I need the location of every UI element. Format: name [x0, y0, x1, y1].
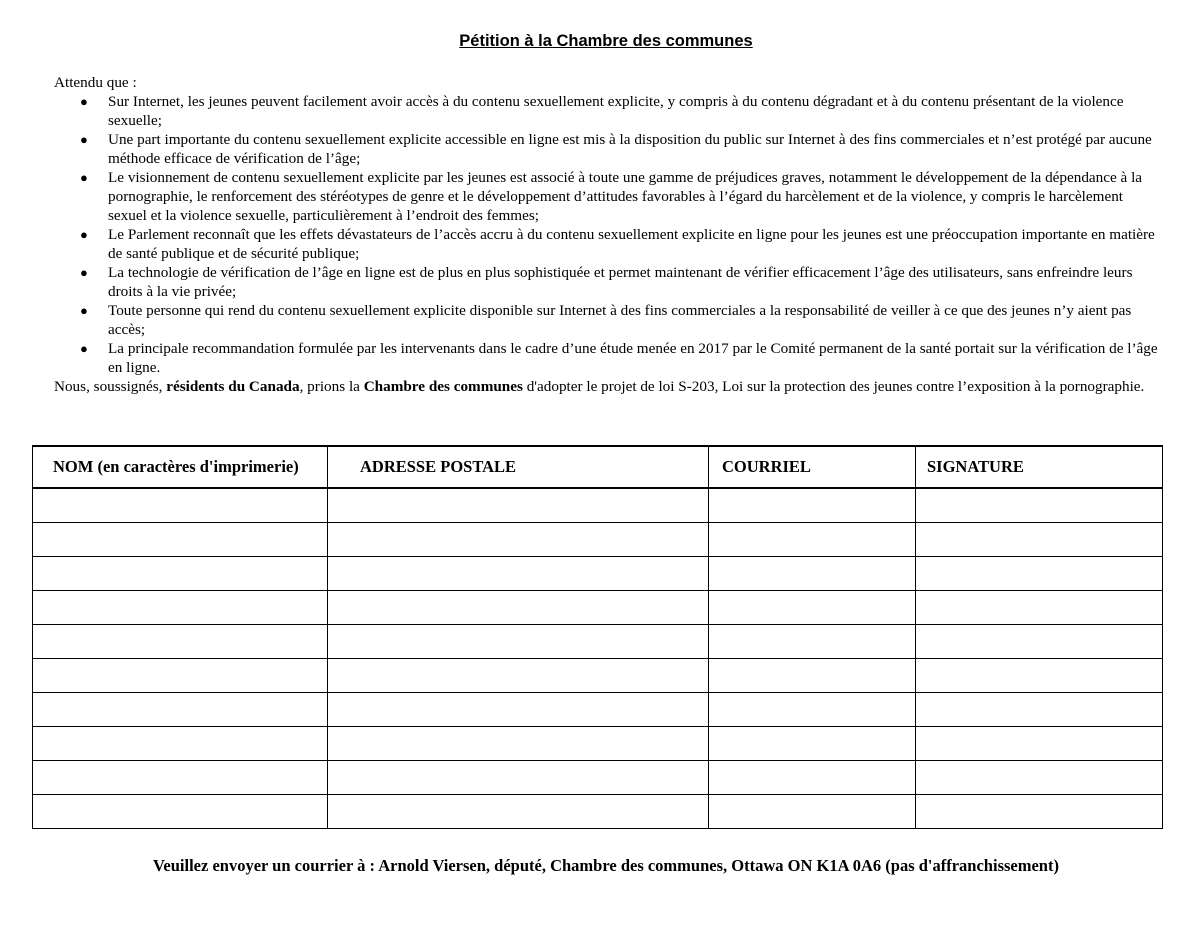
table-header-row [33, 446, 1163, 488]
whereas-item: ● La technologie de vérification de l’âge en ligne est de plus en plus sophistiquée et permet maintenant de vérifier efficacement l’âge des utilisateurs, sans enfreindre leurs droits à la vie privée; [80, 264, 1133, 300]
name-cell[interactable] [33, 795, 328, 829]
table-row [33, 557, 1163, 591]
address-cell[interactable] [328, 557, 709, 591]
signature-table [32, 445, 1163, 829]
email-cell[interactable] [709, 693, 916, 727]
address-cell[interactable] [328, 727, 709, 761]
name-cell[interactable] [33, 488, 328, 523]
address-cell[interactable] [328, 591, 709, 625]
header-address: ADRESSE POSTALE [328, 446, 709, 488]
table-row [33, 659, 1163, 693]
whereas-item: ● Sur Internet, les jeunes peuvent facilement avoir accès à du contenu sexuellement explicite, y compris à du contenu dégradant et à du contenu présentant de la violence sexuelle; [80, 93, 1124, 129]
email-cell[interactable] [709, 488, 916, 523]
preamble [54, 73, 1164, 396]
email-cell[interactable] [709, 659, 916, 693]
table-row [33, 727, 1163, 761]
signature-cell[interactable] [916, 727, 1163, 761]
address-cell[interactable] [328, 761, 709, 795]
petition-title: Pétition à la Chambre des communes [459, 32, 753, 50]
header-email: COURRIEL [709, 446, 916, 488]
name-cell[interactable] [33, 557, 328, 591]
table-row [33, 488, 1163, 523]
email-cell[interactable] [709, 523, 916, 557]
bullet-icon: ● [80, 227, 88, 242]
signature-cell[interactable] [916, 795, 1163, 829]
petition-request: Nous, soussignés, résidents du Canada, prions la Chambre des communes d'adopter le projet de loi S-203, Loi sur la protection des jeunes contre l’exposition à la pornographie. [54, 378, 1145, 395]
name-cell[interactable] [33, 727, 328, 761]
table-row [33, 591, 1163, 625]
address-cell[interactable] [328, 523, 709, 557]
whereas-list [54, 92, 1164, 377]
whereas-item: ● Une part importante du contenu sexuellement explicite accessible en ligne est mis à la disposition du public sur Internet à des fins commerciales et n’est protégé par aucune méthode efficace de vérification de l’âge; [80, 131, 1152, 167]
signature-cell[interactable] [916, 488, 1163, 523]
header-signature: SIGNATURE [916, 446, 1163, 488]
whereas-item: ● Le visionnement de contenu sexuellement explicite par les jeunes est associé à toute une gamme de préjudices graves, notamment le développement de la dépendance à la pornographie, le renforcement des stéréotypes de genre et le développement d’attitudes favorables à l’égard du harcèlement et de la violence, y compris le harcèlement sexuel et la violence sexuelle, particulièrement à l’endroit des femmes; [80, 169, 1143, 224]
bullet-icon: ● [80, 170, 88, 185]
table-row [33, 795, 1163, 829]
signature-cell[interactable] [916, 523, 1163, 557]
whereas-item: ● Le Parlement reconnaît que les effets dévastateurs de l’accès accru à du contenu sexuellement explicite en ligne pour les jeunes est une préoccupation importante en matière de santé publique et de sécurité publique; [80, 226, 1155, 262]
table-row [33, 761, 1163, 795]
table-row [33, 625, 1163, 659]
signature-cell[interactable] [916, 557, 1163, 591]
name-cell[interactable] [33, 523, 328, 557]
bullet-icon: ● [80, 341, 88, 356]
email-cell[interactable] [709, 625, 916, 659]
address-cell[interactable] [328, 488, 709, 523]
bullet-icon: ● [80, 132, 88, 147]
name-cell[interactable] [33, 761, 328, 795]
email-cell[interactable] [709, 591, 916, 625]
bullet-icon: ● [80, 303, 88, 318]
email-cell[interactable] [709, 727, 916, 761]
signature-cell[interactable] [916, 761, 1163, 795]
email-cell[interactable] [709, 761, 916, 795]
address-cell[interactable] [328, 659, 709, 693]
whereas-item: ● Toute personne qui rend du contenu sexuellement explicite disponible sur Internet à des fins commerciales a la responsabilité de veiller à ce que des jeunes n’y aient pas accès; [80, 302, 1132, 338]
name-cell[interactable] [33, 659, 328, 693]
table-row [33, 523, 1163, 557]
signature-cell[interactable] [916, 625, 1163, 659]
address-cell[interactable] [328, 795, 709, 829]
table-row [33, 693, 1163, 727]
email-cell[interactable] [709, 795, 916, 829]
preamble-intro: Attendu que : [54, 74, 137, 91]
signature-cell[interactable] [916, 693, 1163, 727]
mailing-instructions: Veuillez envoyer un courrier à : Arnold Viersen, député, Chambre des communes, Ottawa ON K1A 0A6 (pas d'affranchissement) [153, 856, 1059, 875]
signature-cell[interactable] [916, 591, 1163, 625]
name-cell[interactable] [33, 591, 328, 625]
bullet-icon: ● [80, 94, 88, 109]
name-cell[interactable] [33, 625, 328, 659]
signature-cell[interactable] [916, 659, 1163, 693]
header-name: NOM (en caractères d'imprimerie) [33, 446, 328, 488]
address-cell[interactable] [328, 693, 709, 727]
email-cell[interactable] [709, 557, 916, 591]
address-cell[interactable] [328, 625, 709, 659]
whereas-item: ● La principale recommandation formulée par les intervenants dans le cadre d’une étude menée en 2017 par le Comité permanent de la santé portait sur la vérification de l’âge en ligne. [80, 340, 1158, 376]
bullet-icon: ● [80, 265, 88, 280]
name-cell[interactable] [33, 693, 328, 727]
